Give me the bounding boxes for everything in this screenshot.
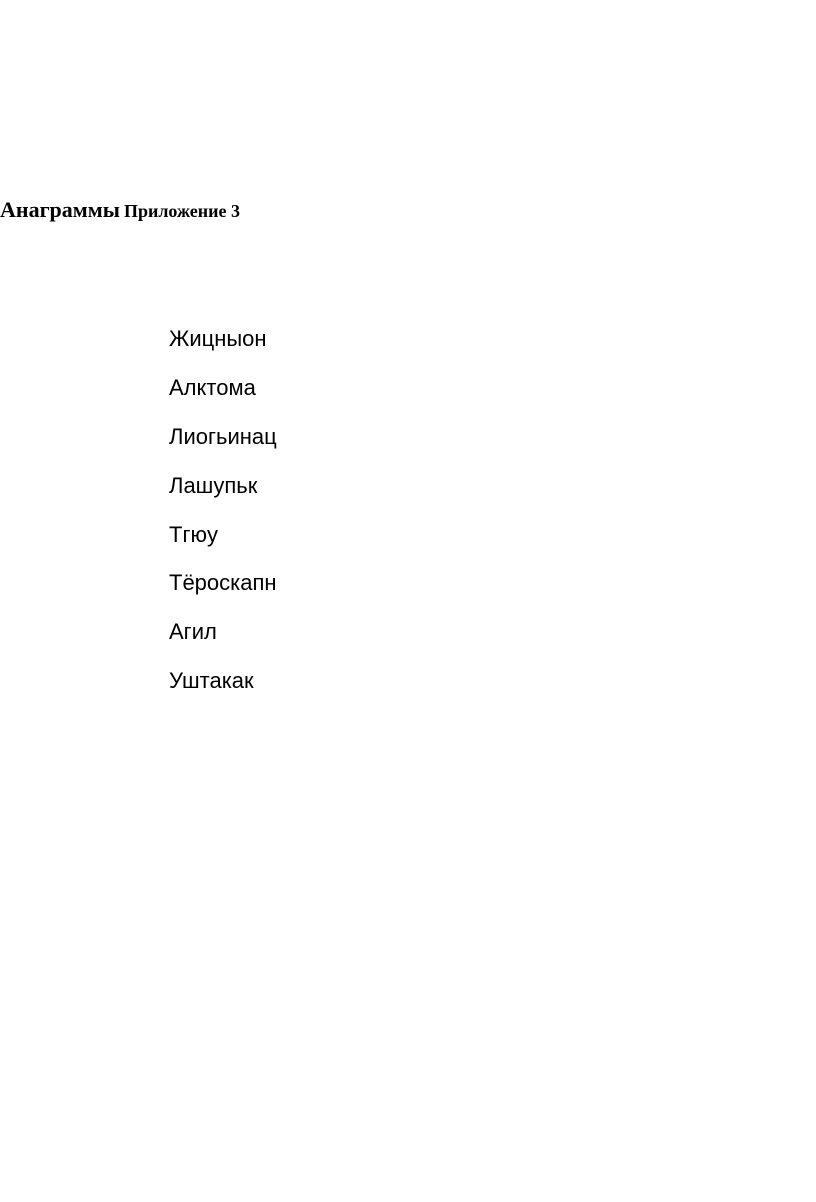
heading-title: Анаграммы	[0, 197, 120, 222]
page-heading	[0, 199, 240, 221]
appendix-label: Приложение 3	[123, 201, 241, 221]
anagram-word: Тгюу	[169, 521, 218, 547]
anagram-word: Алктома	[169, 374, 256, 400]
anagram-word: Жицныон	[169, 326, 267, 351]
anagram-word: Тёроскапн	[169, 570, 277, 596]
anagram-list	[169, 325, 277, 716]
anagram-word: Агил	[169, 619, 217, 645]
anagram-word: Лашупьк	[169, 472, 258, 498]
anagram-word: Лиогьинац	[169, 423, 277, 449]
anagram-word: Уштакак	[169, 668, 254, 694]
